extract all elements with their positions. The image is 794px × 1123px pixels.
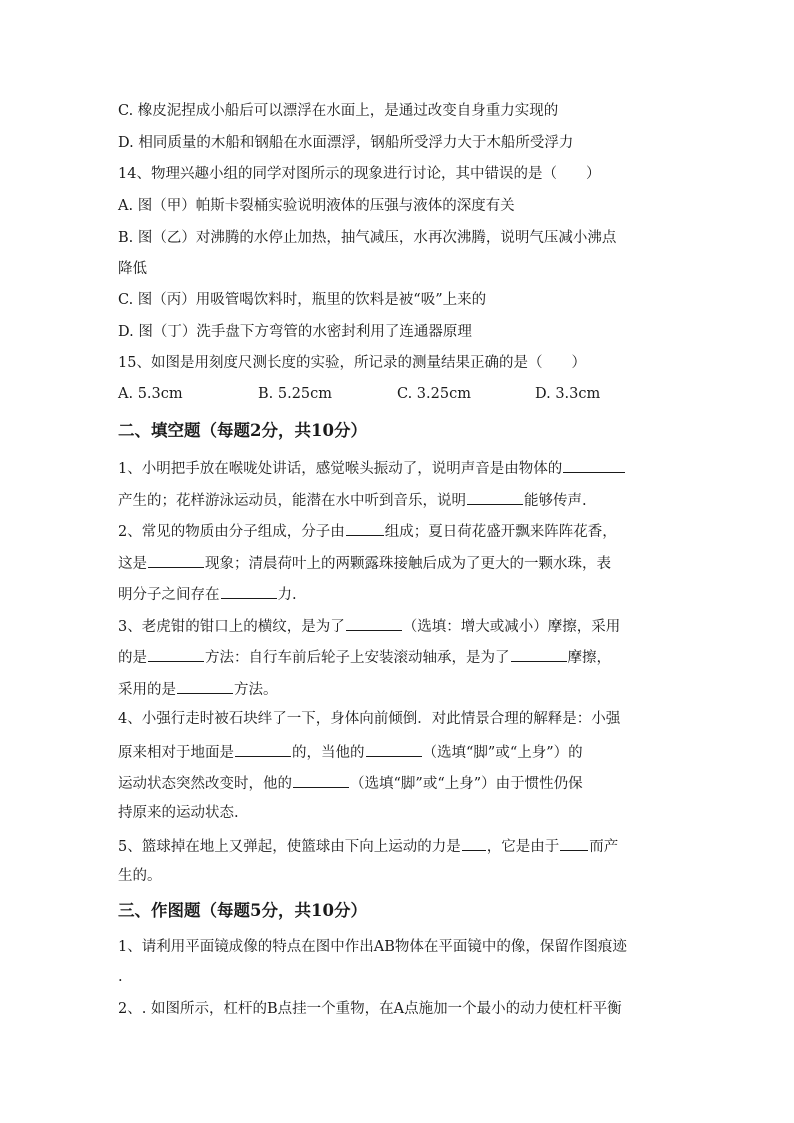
draw-q2: 2、. 如图所示，杠杆的B点挂一个重物，在A点施加一个最小的动力使杠杆平衡 [118,1001,622,1017]
q15-option-d: D. 3.3cm [535,386,601,402]
fill-q3-line1 [118,615,678,637]
answer-blank[interactable] [462,835,486,851]
section3-heading: 三、作图题（每题5分，共10分） [118,901,367,920]
q13-option-c: C. 橡皮泥捏成小船后可以漂浮在水面上，是通过改变自身重力实现的 [118,103,559,119]
fill-q3-line3 [118,678,678,700]
fill-q2-line1 [118,520,678,542]
q14-option-b-line1: B. 图（乙）对沸腾的水停止加热，抽气减压，水再次沸腾，说明气压减小沸点 [118,230,617,246]
fill-q3-text-3: 的是 [118,650,147,666]
answer-blank[interactable] [346,615,402,631]
answer-blank[interactable] [511,646,567,662]
fill-q3-text-5: 摩擦， [567,650,611,666]
fill-q5-line2: 生的。 [118,868,162,884]
q15-option-b: B. 5.25cm [258,386,333,402]
q15-stem: 15、如图是用刻度尺测长度的实验，所记录的测量结果正确的是（ ） [118,355,586,371]
fill-q4-line1: 4、小强行走时被石块绊了一下，身体向前倾倒．对此情景合理的解释是：小强 [118,711,621,727]
fill-q3-text-6: 采用的是 [118,682,176,698]
fill-q1-line2 [118,489,678,511]
fill-q3-text-4: 方法：自行车前后轮子上安装滚动轴承，是为了 [205,650,510,666]
fill-q2-text-1: 2、常见的物质由分子组成，分子由 [118,524,345,540]
fill-q2-text-2: 组成；夏日荷花盛开飘来阵阵花香， [384,524,617,540]
q14-option-d: D. 图（丁）洗手盘下方弯管的水密封利用了连通器原理 [118,324,472,340]
answer-blank[interactable] [148,552,204,568]
fill-q4-text-6: （选填“脚”或“上身”）由于惯性仍保 [350,776,583,792]
answer-blank[interactable] [293,772,349,788]
fill-q4-text-2: 原来相对于地面是 [118,745,234,761]
fill-q2-text-5: 明分子之间存在 [118,587,220,603]
fill-q2-line3 [118,583,678,605]
fill-q1-text-2: 产生的；花样游泳运动员，能潜在水中听到音乐，说明 [118,493,466,509]
fill-q1-text-1: 1、小明把手放在喉咙处讲话，感觉喉头振动了，说明声音是由物体的 [118,461,563,477]
fill-q5-text-3: 而产 [589,839,619,855]
fill-q4-text-4: （选填“脚”或“上身”）的 [422,745,583,761]
answer-blank[interactable] [560,835,588,851]
fill-q1-line1 [118,457,678,479]
fill-q4-text-3: 的，当他的 [292,745,365,761]
fill-q4-line4: 持原来的运动状态. [118,805,239,821]
answer-blank[interactable] [563,457,625,473]
q14-option-a: A. 图（甲）帕斯卡裂桶实验说明液体的压强与液体的深度有关 [118,198,515,214]
answer-blank[interactable] [221,583,277,599]
fill-q1-text-3: 能够传声. [524,493,587,509]
fill-q5-text-1: 5、篮球掉在地上又弹起，使篮球由下向上运动的力是 [118,839,461,855]
fill-q5-line1 [118,835,678,857]
answer-blank[interactable] [235,741,291,757]
fill-q2-text-6: 力. [277,587,297,603]
fill-q3-text-2: （选填：增大或减小）摩擦，采用 [402,619,621,635]
q15-option-a: A. 5.3cm [118,386,183,402]
answer-blank[interactable] [346,520,384,536]
q13-option-d: D. 相同质量的木船和钢船在水面漂浮，钢船所受浮力大于木船所受浮力 [118,135,574,151]
draw-q1-line1: 1、请利用平面镜成像的特点在图中作出AB物体在平面镜中的像，保留作图痕迹 [118,939,627,955]
q15-option-c: C. 3.25cm [397,386,471,402]
fill-q3-text-1: 3、老虎钳的钳口上的横纹，是为了 [118,619,345,635]
fill-q2-line2 [118,552,678,574]
section2-heading: 二、填空题（每题2分，共10分） [118,421,367,440]
fill-q3-line2 [118,646,678,668]
fill-q3-text-7: 方法。 [234,682,278,698]
fill-q4-text-5: 运动状态突然改变时，他的 [118,776,292,792]
fill-q4-line2 [118,741,678,763]
answer-blank[interactable] [467,489,523,505]
answer-blank[interactable] [366,741,422,757]
q14-stem: 14、物理兴趣小组的同学对图所示的现象进行讨论，其中错误的是（ ） [118,166,601,182]
q14-option-b-line2: 降低 [118,261,147,277]
fill-q4-line3 [118,772,678,794]
fill-q5-text-2: ，它是由于 [486,839,560,855]
q14-option-c: C. 图（丙）用吸管喝饮料时，瓶里的饮料是被“吸”上来的 [118,292,487,308]
answer-blank[interactable] [177,678,233,694]
fill-q2-text-3: 这是 [118,556,147,572]
answer-blank[interactable] [148,646,204,662]
fill-q2-text-4: 现象；清晨荷叶上的两颗露珠接触后成为了更大的一颗水珠，表 [205,556,611,572]
draw-q1-line2: . [118,969,123,985]
